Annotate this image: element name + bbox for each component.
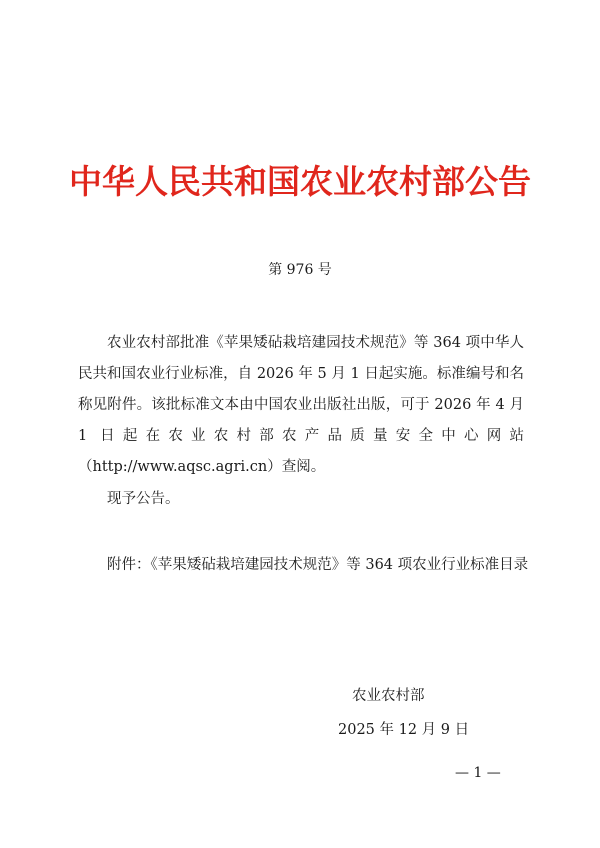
issue-date: 2025 年 12 月 9 日 bbox=[338, 722, 470, 738]
issuing-organization: 农业农村部 bbox=[352, 688, 425, 704]
closing-statement: 现予公告。 bbox=[107, 491, 180, 507]
page-number: — 1 — bbox=[455, 765, 501, 781]
announcement-title: 中华人民共和国农业农村部公告 bbox=[69, 162, 531, 201]
attachment-note: 附件：《苹果矮砧栽培建园技术规范》等 364 项农业行业标准目录 bbox=[107, 557, 529, 573]
announcement-number: 第 976 号 bbox=[268, 262, 332, 278]
announcement-body: 农业农村部批准《苹果矮砧栽培建园技术规范》等 364 项中华人民共和国农业行业标准，自 2026 年 5 月 1 日起实施。标准编号和名称见附件。该批标准文本由中国农业出版社出版，可于 2026 年 4 月 1 日起在农业农村部农产品质量安全中心网站（http://www.aqsc.agri.cn）查阅。 bbox=[78, 335, 524, 475]
